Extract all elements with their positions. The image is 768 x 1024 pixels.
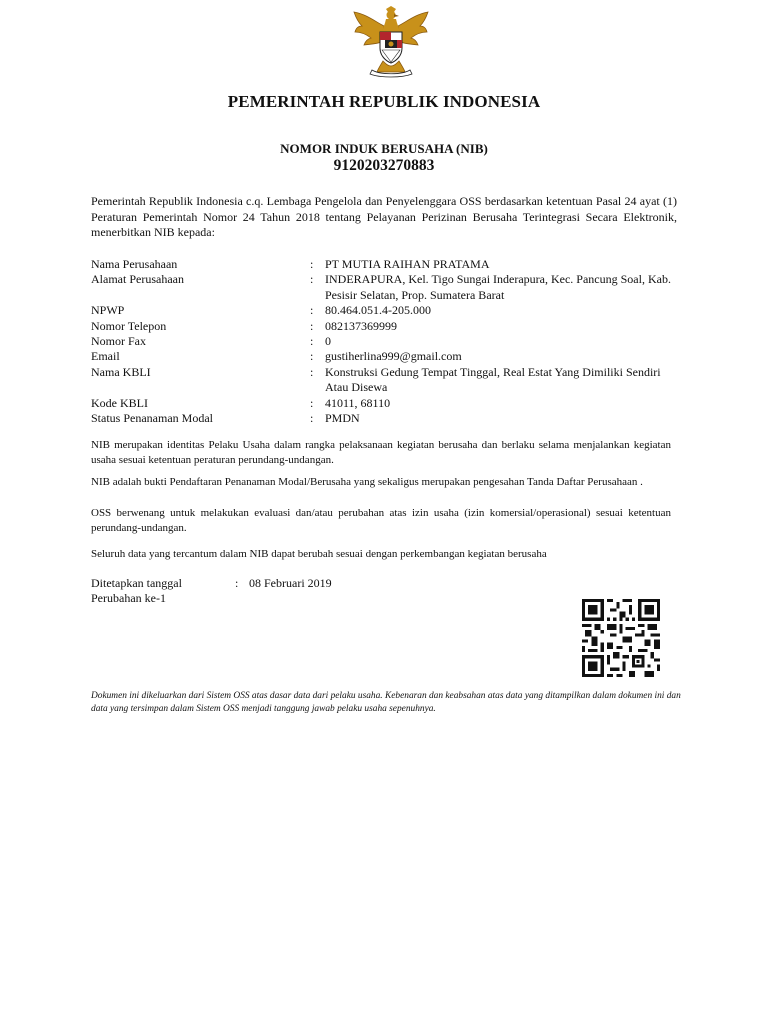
field-value: PT MUTIA RAIHAN PRATAMA: [325, 257, 490, 271]
issue-date-row: [91, 576, 332, 591]
field-colon: :: [310, 349, 314, 364]
field-label: Status Penanaman Modal: [91, 411, 213, 426]
field-colon: :: [310, 257, 314, 271]
field-value: gustiherlina999@gmail.com: [325, 349, 462, 364]
field-label: NPWP: [91, 303, 125, 318]
field-colon: :: [310, 364, 314, 379]
nib-number: 9120203270883: [333, 157, 435, 174]
issue-date-value: 08 Februari 2019: [249, 576, 332, 590]
qr-code-icon: [581, 599, 661, 677]
field-label: Nama KBLI: [91, 364, 151, 379]
field-value: 0: [325, 334, 331, 349]
paragraph-nib-identity: NIB merupakan identitas Pelaku Usaha dalam rangka pelaksanaan kegiatan berusaha dan berlaku selama menjalankan kegiatan usaha sesuai ketentuan peraturan perundang-undangan.: [91, 439, 671, 466]
issue-date-label: Ditetapkan tanggal: [91, 576, 182, 590]
field-colon: :: [310, 411, 314, 426]
field-row-email: [91, 349, 691, 364]
field-row-company-name: [91, 257, 691, 272]
field-value: 41011, 68110: [325, 395, 391, 410]
field-colon: :: [310, 318, 314, 333]
field-label: Alamat Perusahaan: [91, 272, 184, 287]
field-label: Nomor Telepon: [91, 318, 167, 333]
paragraph-nib-proof: NIB adalah bukti Pendaftaran Penanaman Modal/Berusaha yang sekaligus merupakan pengesahan Tanda Daftar Perusahaan .: [91, 476, 643, 488]
field-value: 082137369999: [325, 318, 397, 333]
document-subtitle: NOMOR INDUK BERUSAHA (NIB): [280, 141, 488, 156]
footer-disclaimer: Dokumen ini dikeluarkan dari Sistem OSS atas dasar data dari pelaku usaha. Kebenaran dan keabsahan atas data yang ditampilkan dalam dokumen ini dan data yang tersimpan dalam Sistem OSS menjadi tanggung jawab pelaku usaha sepenuhnya.: [91, 691, 681, 714]
field-row-investment-status: [91, 411, 691, 426]
field-label: Nomor Fax: [91, 334, 146, 349]
field-label: Nama Perusahaan: [91, 257, 178, 271]
issue-date-colon: :: [235, 576, 239, 590]
field-colon: :: [310, 303, 314, 318]
field-row-kbli-code: [91, 396, 691, 411]
document-title: PEMERINTAH REPUBLIK INDONESIA: [227, 92, 541, 111]
field-value: INDERAPURA, Kel. Tigo Sungai Inderapura, Kec. Pancung Soal, Kab. Pesisir Selatan, Prop. Sumatera Barat: [325, 272, 671, 302]
field-row-fax: [91, 334, 691, 349]
field-row-kbli-name: [91, 365, 691, 396]
paragraph-data-change: Seluruh data yang tercantum dalam NIB dapat berubah sesuai dengan perkembangan kegiatan berusaha: [91, 548, 547, 560]
garuda-emblem-icon: [350, 6, 432, 78]
field-row-npwp: [91, 303, 691, 318]
field-label: Email: [91, 349, 120, 364]
field-value: 80.464.051.4-205.000: [325, 303, 431, 318]
field-label: Kode KBLI: [91, 395, 148, 410]
field-colon: :: [310, 272, 314, 287]
revision-label: Perubahan ke-1: [91, 591, 166, 605]
company-fields: [91, 257, 691, 426]
field-value: PMDN: [325, 411, 360, 426]
field-row-phone: [91, 319, 691, 334]
issue-date-block: [91, 576, 332, 606]
field-row-company-address: [91, 272, 691, 303]
intro-paragraph: Pemerintah Republik Indonesia c.q. Lembaga Pengelola dan Penyelenggara OSS berdasarkan ketentuan Pasal 24 ayat (1) Peraturan Pemerintah Nomor 24 Tahun 2018 tentang Pelayanan Perizinan Berusaha Terintegrasi Secara Elektronik, menerbitkan NIB kepada:: [91, 194, 677, 239]
field-colon: :: [310, 334, 314, 349]
field-colon: :: [310, 395, 314, 410]
paragraph-oss-authority: OSS berwenang untuk melakukan evaluasi dan/atau perubahan atas izin usaha (izin komersial/operasional) sesuai ketentuan perundang-undangan.: [91, 507, 671, 534]
field-value: Konstruksi Gedung Tempat Tinggal, Real Estat Yang Dimiliki Sendiri Atau Disewa: [325, 364, 661, 395]
